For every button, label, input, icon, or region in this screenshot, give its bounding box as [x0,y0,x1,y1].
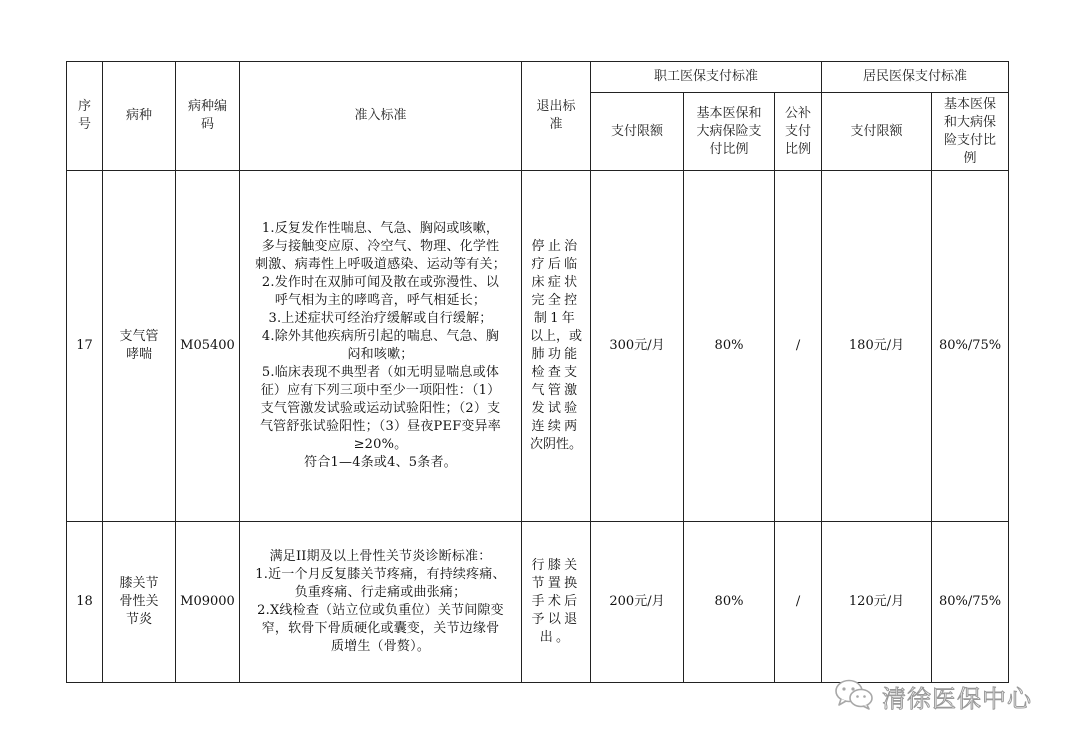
row-criteria: 1.反复发作性喘息、气急、胸闷或咳嗽， 多与接触变应原、冷空气、物理、化学性 刺激、病毒性上呼吸道感染、运动等有关； 2.发作时在双肺可闻及散在或弥漫性、以 呼气相为主的哮鸣音，呼气相延长； 3.上述症状可经治疗缓解或自行缓解； 4.除外其他疾病所引起的喘息、气急、胸 闷和咳嗽； 5.临床表现不典型者（如无明显喘息或体 征）应有下列三项中至少一项阳性：（1） 支气管激发试验或运动试验阳性；（2）支 气管舒张试验阳性；（3）昼夜PEF变异率 ≥20%。 符合1—4条或4、5条者。 [240,171,522,522]
row-exit: 行膝关 节置换 手术后 予以退 出。 [522,522,591,683]
row-employee-ratio: 80% [684,171,775,522]
header-criteria: 准入标准 [240,62,522,171]
watermark [834,676,1032,716]
row-resident-limit: 180元/月 [822,171,932,522]
header-code: 病种编码 [176,62,240,171]
watermark-text: 清徐医保中心 [882,684,1032,713]
row-employee-limit: 300元/月 [591,171,684,522]
header-resident-group: 居民医保支付标准 [822,62,1009,93]
header-seq: 序号 [67,62,103,171]
header-employee-group: 职工医保支付标准 [591,62,822,93]
header-employee-ratio: 基本医保和大病保险支付比例 [684,93,775,171]
row-resident-ratio: 80%/75% [932,171,1009,522]
row-employee-ratio: 80% [684,522,775,683]
row-exit: 停止治 疗后临 床症状 完全控 制1年 以上，或 肺功能 检查支 气管激 发试验 连续两 次阴性。 [522,171,591,522]
row-seq: 17 [67,171,103,522]
wechat-icon [834,678,874,714]
header-employee-limit: 支付限额 [591,93,684,171]
header-resident-ratio: 基本医保和大病保险支付比例 [932,93,1009,171]
row-seq: 18 [67,522,103,683]
row-employee-subsidy: / [775,522,822,683]
row-disease: 支气管 哮喘 [103,171,176,522]
row-criteria: 满足II期及以上骨性关节炎诊断标准： 1.近一个月反复膝关节疼痛，有持续疼痛、 负重疼痛、行走痛或曲张痛； 2.X线检查（站立位或负重位）关节间隙变 窄，软骨下骨质硬化或囊变，关节边缘骨 质增生（骨赘）。 [240,522,522,683]
row-code: M09000 [176,522,240,683]
row-employee-limit: 200元/月 [591,522,684,683]
table-row [67,522,1009,683]
header-exit: 退出标准 [522,62,591,171]
row-resident-limit: 120元/月 [822,522,932,683]
row-resident-ratio: 80%/75% [932,522,1009,683]
payment-standard-table [66,61,1009,683]
row-disease: 膝关节 骨性关 节炎 [103,522,176,683]
row-employee-subsidy: / [775,171,822,522]
header-employee-subsidy: 公补支付比例 [775,93,822,171]
header-resident-limit: 支付限额 [822,93,932,171]
row-code: M05400 [176,171,240,522]
header-disease: 病种 [103,62,176,171]
table-row [67,171,1009,522]
